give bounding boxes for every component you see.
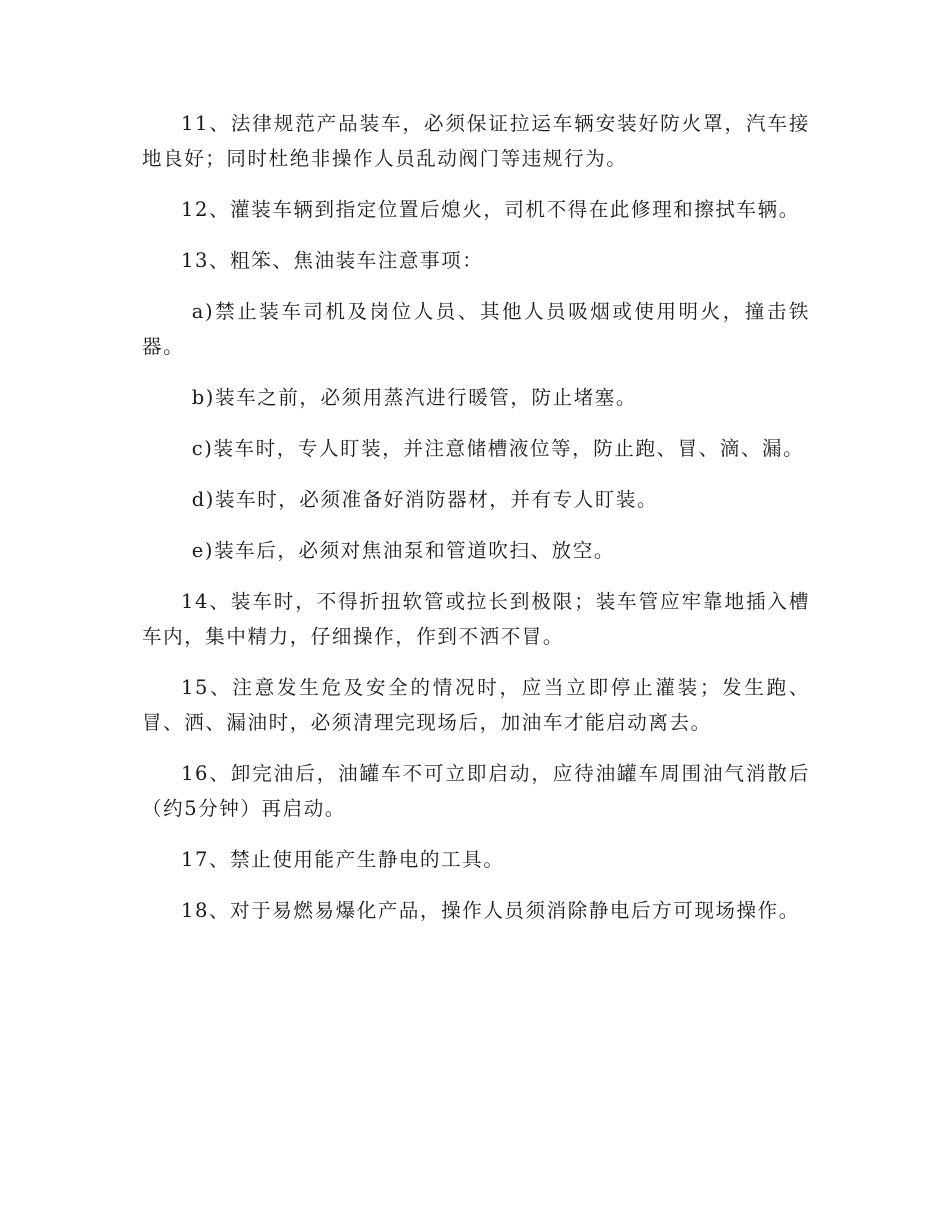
sub-item-e: e)装车后，必须对焦油泵和管道吹扫、放空。 (191, 539, 615, 562)
paragraph-11: 11、法律规范产品装车，必须保证拉运车辆安装好防火罩，汽车接地良好；同时杜绝非操作人员乱动阀门等违规行为。 (142, 112, 810, 170)
paragraph-12: 12、灌装车辆到指定位置后熄火，司机不得在此修理和擦拭车辆。 (181, 198, 800, 221)
paragraph-18: 18、对于易燃易爆化产品，操作人员须消除静电后方可现场操作。 (181, 899, 800, 922)
paragraph-13: 13、粗笨、焦油装车注意事项： (181, 249, 484, 272)
document-body (142, 106, 810, 928)
paragraph-17: 17、禁止使用能产生静电的工具。 (181, 848, 505, 871)
sub-item-a: a)禁止装车司机及岗位人员、其他人员吸烟或使用明火，撞击铁器。 (142, 300, 810, 358)
paragraph-16: 16、卸完油后，油罐车不可立即启动，应待油罐车周围油气消散后（约5分钟）再启动。 (142, 762, 810, 820)
paragraph-14: 14、装车时，不得折扭软管或拉长到极限；装车管应牢靠地插入槽车内，集中精力，仔细操作，作到不洒不冒。 (142, 590, 810, 648)
sub-item-d: d)装车时，必须准备好消防器材，并有专人盯装。 (191, 488, 659, 511)
sub-item-c: c)装车时，专人盯装，并注意储槽液位等，防止跑、冒、滴、漏。 (191, 437, 805, 460)
sub-item-b: b)装车之前，必须用蒸汽进行暖管，防止堵塞。 (191, 386, 638, 409)
paragraph-15: 15、注意发生危及安全的情况时，应当立即停止灌装；发生跑、冒、洒、漏油时，必须清理完现场后，加油车才能启动离去。 (142, 676, 810, 734)
